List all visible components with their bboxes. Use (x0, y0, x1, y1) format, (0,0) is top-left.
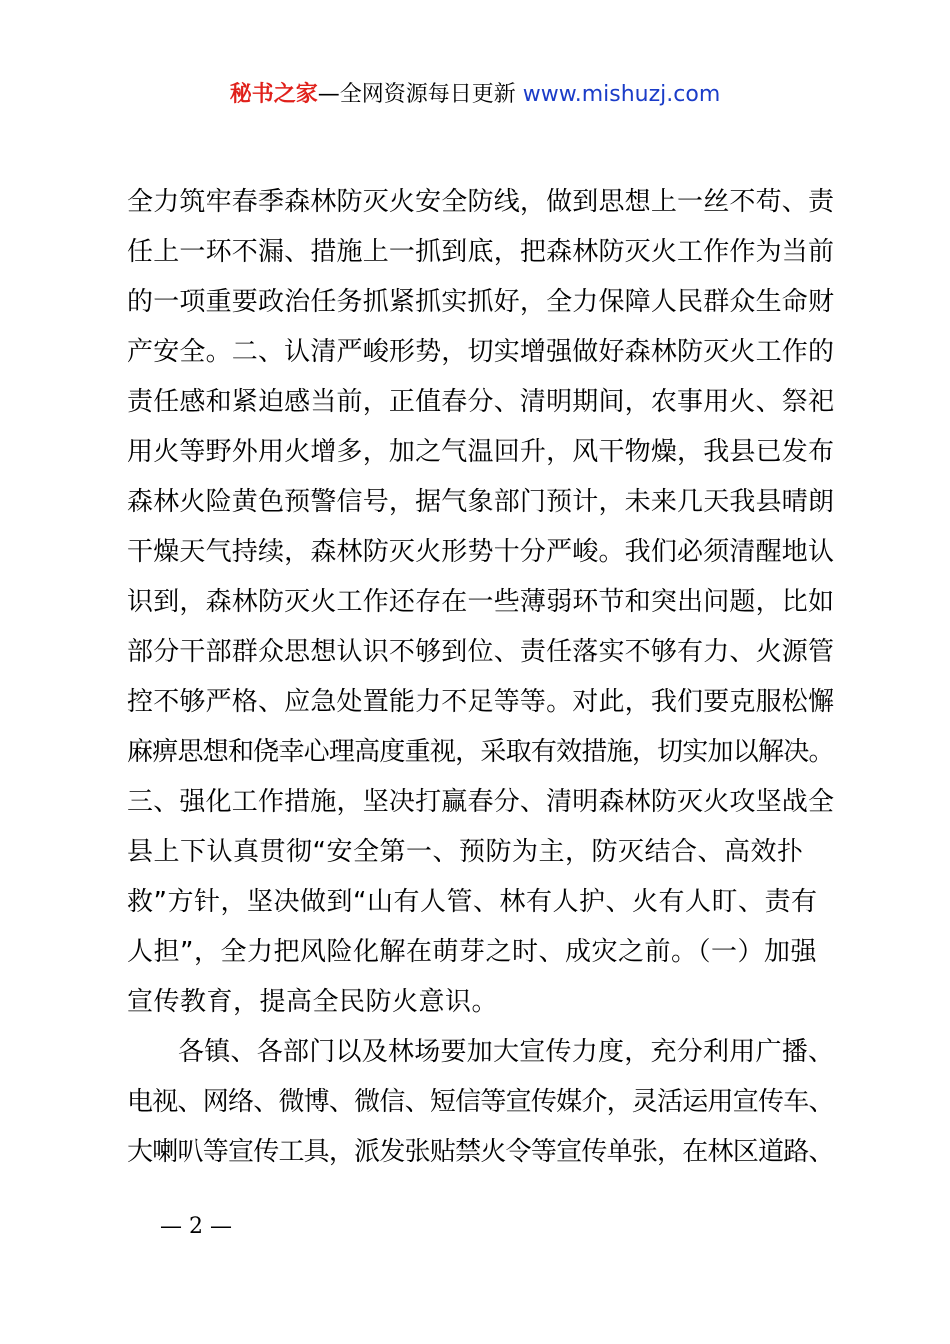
text-line: 电视、网络、微博、微信、短信等宣传媒介，灵活运用宣传车、 (127, 1087, 834, 1117)
page-header (0, 78, 950, 112)
header-tagline: —全网资源每日更新 (317, 82, 516, 107)
text-line: 大喇叭等宣传工具，派发张贴禁火令等宣传单张，在林区道路、 (127, 1137, 834, 1167)
text-line: 三、强化工作措施，坚决打赢春分、清明森林防灭火攻坚战全 (127, 787, 835, 817)
text-line: 宣传教育，提高全民防火意识。 (127, 987, 499, 1017)
brand-name: 秘书之家 (229, 82, 318, 107)
text-line: 全力筑牢春季森林防灭火安全防线，做到思想上一丝不苟、责 (127, 187, 835, 217)
text-line: 森林火险黄色预警信号，据气象部门预计，未来几天我县晴朗 (127, 487, 835, 517)
text-line: 各镇、各部门以及林场要加大宣传力度，充分利用广播、 (178, 1037, 835, 1067)
text-line: 干燥天气持续，森林防灭火形势十分严峻。我们必须清醒地认 (127, 537, 835, 567)
text-line: 任上一环不漏、措施上一抓到底，把森林防灭火工作作为当前 (127, 237, 835, 267)
text-line: 部分干部群众思想认识不够到位、责任落实不够有力、火源管 (127, 637, 835, 667)
header-url[interactable]: www.mishuzj.com (522, 82, 721, 107)
text-line: 责任感和紧迫感当前，正值春分、清明期间，农事用火、祭祀 (127, 387, 835, 417)
text-line: 麻痹思想和侥幸心理高度重视，采取有效措施，切实加以解决。 (127, 737, 834, 767)
text-line: 识到，森林防灭火工作还存在一些薄弱环节和突出问题，比如 (127, 587, 835, 617)
page-number: — 2 — (160, 1214, 232, 1239)
text-line: 控不够严格、应急处置能力不足等等。对此，我们要克服松懈 (127, 687, 835, 717)
text-line: 救”方针，坚决做到“山有人管、林有人护、火有人盯、责有 (127, 887, 818, 917)
text-line: 县上下认真贯彻“安全第一、预防为主，防灭结合、高效扑 (127, 837, 804, 867)
text-line: 人担”，全力把风险化解在萌芽之时、成灾之前。（一）加强 (127, 937, 817, 967)
text-line: 的一项重要政治任务抓紧抓实抓好，全力保障人民群众生命财 (127, 287, 835, 317)
text-line: 产安全。二、认清严峻形势，切实增强做好森林防灭火工作的 (127, 337, 835, 367)
text-line: 用火等野外用火增多，加之气温回升，风干物燥，我县已发布 (127, 437, 835, 467)
